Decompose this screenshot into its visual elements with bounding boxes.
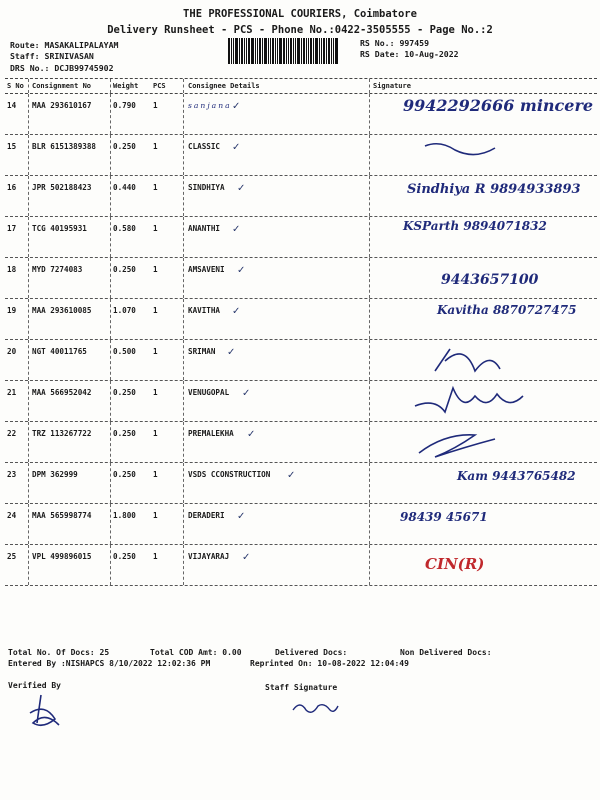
check-mark-icon: ✓ [237, 511, 246, 522]
check-mark-icon: ✓ [242, 552, 251, 563]
check-mark-icon: ✓ [247, 429, 256, 440]
row-weight: 0.250 [113, 552, 136, 561]
signature-scribble [405, 423, 545, 461]
handwritten-signature: Kavitha 8870727475 [437, 303, 577, 317]
row-consignee: PREMALEKHA [188, 429, 234, 438]
row-sno: 18 [7, 265, 17, 274]
row-consignment: NGT 40011765 [32, 347, 87, 356]
row-consignee: DERADERI [188, 511, 225, 520]
runsheet-subtitle: Delivery Runsheet - PCS - Phone No.:0422-3505555 - Page No.:2 [107, 24, 493, 36]
total-cod: Total COD Amt: 0.00 [150, 648, 242, 657]
row-consignee: SRIMAN [188, 347, 216, 356]
staff-line [10, 51, 94, 61]
row-consignee: VIJAYARAJ [188, 552, 230, 561]
row-consignee: VENUGOPAL [188, 388, 230, 397]
row-pcs: 1 [153, 142, 158, 151]
col-consignee: Consignee Details [188, 82, 260, 90]
row-pcs: 1 [153, 183, 158, 192]
table-row [5, 545, 597, 586]
check-mark-icon: ✓ [232, 142, 241, 153]
row-sno: 25 [7, 552, 17, 561]
row-weight: 0.250 [113, 265, 136, 274]
check-mark-icon: ✓ [237, 265, 246, 276]
handwritten-signature: Kam 9443765482 [457, 469, 576, 483]
rs-no-label: RS No.: [360, 38, 395, 48]
rs-date-label: RS Date: [360, 49, 400, 59]
row-consignee: KAVITHA [188, 306, 221, 315]
entered-by: Entered By :NISHAPCS 8/10/2022 12:02:36 PM [8, 659, 211, 668]
row-consignment: TCG 40195931 [32, 224, 87, 233]
rs-no-line [360, 38, 429, 48]
row-pcs: 1 [153, 429, 158, 438]
row-consignee: ANANTHI [188, 224, 221, 233]
row-consignee: VSDS CCONSTRUCTION [188, 470, 271, 479]
row-weight: 0.440 [113, 183, 136, 192]
row-pcs: 1 [153, 347, 158, 356]
table-header [5, 78, 597, 94]
table-row [5, 381, 597, 422]
row-weight: 1.070 [113, 306, 136, 315]
rs-date-value: 10-Aug-2022 [404, 49, 459, 59]
row-consignee: CLASSIC [188, 142, 221, 151]
table-row [5, 176, 597, 217]
row-consignment: TRZ 113267722 [32, 429, 92, 438]
handwritten-signature: KSParth 9894071832 [403, 219, 547, 233]
handwritten-signature: 98439 45671 [400, 510, 488, 524]
row-sno: 16 [7, 183, 17, 192]
row-weight: 0.580 [113, 224, 136, 233]
row-pcs: 1 [153, 101, 158, 110]
staff-label: Staff: [10, 51, 40, 61]
table-row [5, 422, 597, 463]
col-signature: Signature [373, 82, 411, 90]
row-sno: 17 [7, 224, 17, 233]
check-mark-icon: ✓ [232, 224, 241, 235]
table-row [5, 217, 597, 258]
reprinted-on: Reprinted On: 10-08-2022 12:04:49 [250, 659, 409, 668]
drs-label: DRS No.: [10, 63, 50, 73]
drs-line [10, 63, 114, 73]
staff-signature-mark [290, 696, 340, 718]
row-sno: 23 [7, 470, 17, 479]
row-consignment: MAA 293610167 [32, 101, 92, 110]
row-weight: 0.250 [113, 142, 136, 151]
col-consignment: Consignment No [32, 82, 92, 90]
runsheet-title: THE PROFESSIONAL COURIERS, Coimbatore [183, 8, 417, 20]
row-sno: 21 [7, 388, 17, 397]
drs-value: DCJB99745902 [54, 63, 114, 73]
row-consignment: BLR 6151389388 [32, 142, 97, 151]
staff-value: SRINIVASAN [44, 51, 94, 61]
row-sno: 19 [7, 306, 17, 315]
check-mark-icon: ✓ [227, 347, 236, 358]
col-sno: S No [7, 82, 24, 90]
row-consignment: MAA 565998774 [32, 511, 92, 520]
row-weight: 0.790 [113, 101, 136, 110]
row-pcs: 1 [153, 265, 158, 274]
row-weight: 0.250 [113, 429, 136, 438]
row-pcs: 1 [153, 306, 158, 315]
col-pcs: PCS [153, 82, 166, 90]
row-consignment: MYD 7274083 [32, 265, 83, 274]
check-mark-icon: ✓ [287, 470, 296, 481]
row-sno: 15 [7, 142, 17, 151]
verified-by-signature [25, 693, 65, 733]
row-consignment: MAA 293610085 [32, 306, 92, 315]
row-weight: 0.250 [113, 388, 136, 397]
route-label: Route: [10, 40, 40, 50]
rs-date-line [360, 49, 459, 59]
runsheet-table [5, 78, 597, 586]
row-consignment: DPM 362999 [32, 470, 78, 479]
row-consignment: MAA 566952042 [32, 388, 92, 397]
row-pcs: 1 [153, 224, 158, 233]
handwritten-signature: 9942292666 mincere [403, 96, 594, 115]
row-consignee: AMSAVENI [188, 265, 225, 274]
check-mark-icon: ✓ [232, 101, 241, 112]
delivered-docs: Delivered Docs: [275, 648, 348, 657]
verified-by-label: Verified By [8, 681, 61, 690]
barcode [228, 38, 340, 64]
check-mark-icon: ✓ [237, 183, 246, 194]
staff-signature-label: Staff Signature [265, 683, 338, 692]
non-delivered-docs: Non Delivered Docs: [400, 648, 492, 657]
rs-no-value: 997459 [399, 38, 430, 48]
table-row [5, 463, 597, 504]
total-docs: Total No. Of Docs: 25 [8, 648, 110, 657]
row-pcs: 1 [153, 511, 158, 520]
table-row [5, 135, 597, 176]
signature-scribble [405, 382, 545, 420]
table-row [5, 94, 597, 135]
row-consignee: SINDHIYA [188, 183, 225, 192]
route-value: MASAKALIPALAYAM [44, 40, 119, 50]
row-sno: 20 [7, 347, 17, 356]
signature-scribble [405, 341, 545, 379]
handwritten-signature: 9443657100 [441, 272, 539, 288]
check-mark-icon: ✓ [232, 306, 241, 317]
row-consignment: JPR 502188423 [32, 183, 92, 192]
row-weight: 0.250 [113, 470, 136, 479]
table-body [5, 94, 597, 586]
check-mark-icon: ✓ [242, 388, 251, 399]
row-weight: 0.500 [113, 347, 136, 356]
signature-scribble [395, 136, 535, 174]
route-line [10, 40, 118, 50]
col-weight: Weight [113, 82, 139, 90]
row-sno: 24 [7, 511, 17, 520]
table-row [5, 340, 597, 381]
handwritten-signature: Sindhiya R 9894933893 [407, 182, 581, 197]
row-consignee: sanjana [188, 101, 232, 110]
row-sno: 14 [7, 101, 17, 110]
row-pcs: 1 [153, 552, 158, 561]
table-row [5, 258, 597, 299]
table-row [5, 299, 597, 340]
row-consignment: VPL 499896015 [32, 552, 92, 561]
row-weight: 1.800 [113, 511, 136, 520]
row-pcs: 1 [153, 388, 158, 397]
row-pcs: 1 [153, 470, 158, 479]
row-sno: 22 [7, 429, 17, 438]
handwritten-signature: CIN(R) [425, 555, 485, 573]
table-row [5, 504, 597, 545]
